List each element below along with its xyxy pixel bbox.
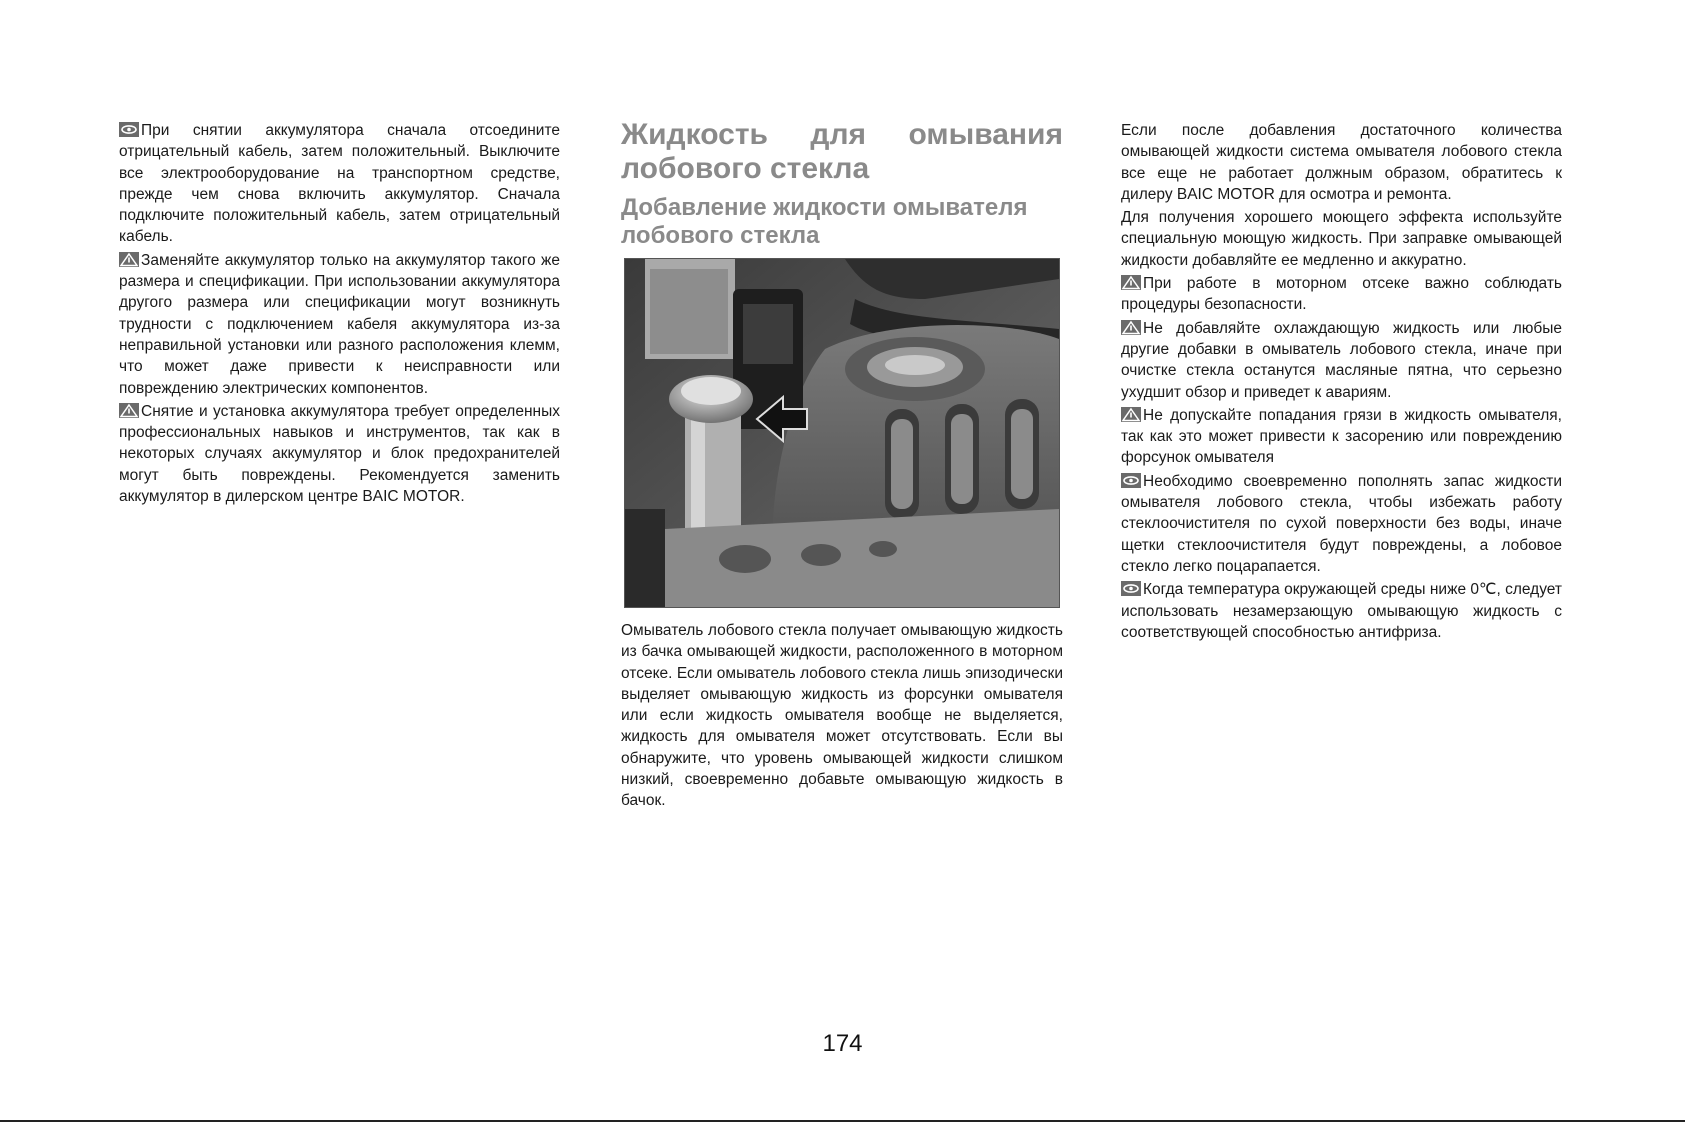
warning-icon bbox=[1121, 407, 1141, 422]
warning-dirt: Не допускайте попадания грязи в жидкость омывателя, так как это может привести к засорению или повреждению форсунок омывателя bbox=[1121, 406, 1562, 467]
warning-no-coolant: Не добавляйте охлаждающую жидкость или любые другие добавки в омыватель лобового стекла, иначе при очистке стекла останутся масляные пятна, что серьезно ухудшит обзор и приведет к авариям. bbox=[1121, 319, 1562, 401]
bottom-rule bbox=[0, 1120, 1685, 1122]
left-column bbox=[119, 120, 560, 509]
paragraph-special-fluid: Для получения хорошего моющего эффекта используйте специальную моющую жидкость. При заправке омывающей жидкости добавляйте ее медленно и аккуратно. bbox=[1121, 209, 1562, 269]
section-title-line2: лобового стекла bbox=[621, 152, 870, 185]
info-icon bbox=[1121, 581, 1141, 596]
warning-icon bbox=[119, 252, 139, 267]
warning-battery-size: Заменяйте аккумулятор только на аккумулятор такого же размера и спецификации. При использовании аккумулятора другого размера или спецификации могут возникнуть трудности с подключением кабеля аккумулятора из-за неправильной установки или разного расположения клемм, что может даже привести к неисправности или повреждению электрических компонентов. bbox=[119, 251, 560, 397]
section-title bbox=[621, 118, 1063, 186]
warning-icon bbox=[1121, 320, 1141, 335]
section-subtitle: Добавление жидкости омывателя лобового стекла bbox=[621, 194, 1028, 249]
info-icon bbox=[119, 122, 139, 137]
section-title-word: омывания bbox=[908, 118, 1063, 151]
middle-column bbox=[621, 118, 1063, 814]
warning-safety: При работе в моторном отсеке важно соблюдать процедуры безопасности. bbox=[1121, 275, 1562, 314]
info-icon bbox=[1121, 473, 1141, 488]
note-refill: Необходимо своевременно пополнять запас жидкости омывателя лобового стекла, чтобы избежать работу стеклоочистителя по сухой поверхности без воды, иначе щетки стеклоочистителя будут повреждены, а лобовое стекло легко поцарапается. bbox=[1121, 472, 1562, 575]
note-battery-disconnect: При снятии аккумулятора сначала отсоедините отрицательный кабель, затем положительный. Выключите все электрооборудование на транспортном средстве, прежде чем снова включить аккумулятор. Сначала подключите положительный кабель, затем отрицательный кабель. bbox=[119, 122, 560, 246]
washer-description: Омыватель лобового стекла получает омывающую жидкость из бачка омывающей жидкости, расположенного в моторном отсеке. Если омыватель лобового стекла лишь эпизодически выделяет омывающую жидкость из форсунки омывателя или если жидкость омывателя вообще не выделяется, жидкость для омывателя может отсутствовать. Если вы обнаружите, что уровень омывающей жидкости слишком низкий, своевременно добавьте омывающую жидкость в бачок. bbox=[621, 622, 1063, 810]
page-number: 174 bbox=[822, 1030, 863, 1057]
engine-bay-photo bbox=[624, 258, 1060, 608]
section-title-word: для bbox=[810, 118, 867, 151]
warning-icon bbox=[119, 403, 139, 418]
warning-battery-removal: Снятие и установка аккумулятора требует определенных профессиональных навыков и инструментов, так как в некоторых случаях аккумулятор и блок предохранителей могут быть повреждены. Рекомендуется заменить аккумулятор в дилерском центре BAIC MOTOR. bbox=[119, 402, 560, 506]
note-antifreeze: Когда температура окружающей среды ниже 0℃, следует использовать незамерзающую омывающую жидкость с соответствующей способностью антифриза. bbox=[1121, 581, 1562, 641]
paragraph-dealer: Если после добавления достаточного количества омывающей жидкости система омывателя лобового стекла все еще не работает должным образом, обратитесь к дилеру BAIC MOTOR для осмотра и ремонта. bbox=[1121, 122, 1562, 203]
right-column bbox=[1121, 120, 1562, 645]
section-title-word: Жидкость bbox=[621, 118, 768, 151]
warning-icon bbox=[1121, 275, 1141, 290]
